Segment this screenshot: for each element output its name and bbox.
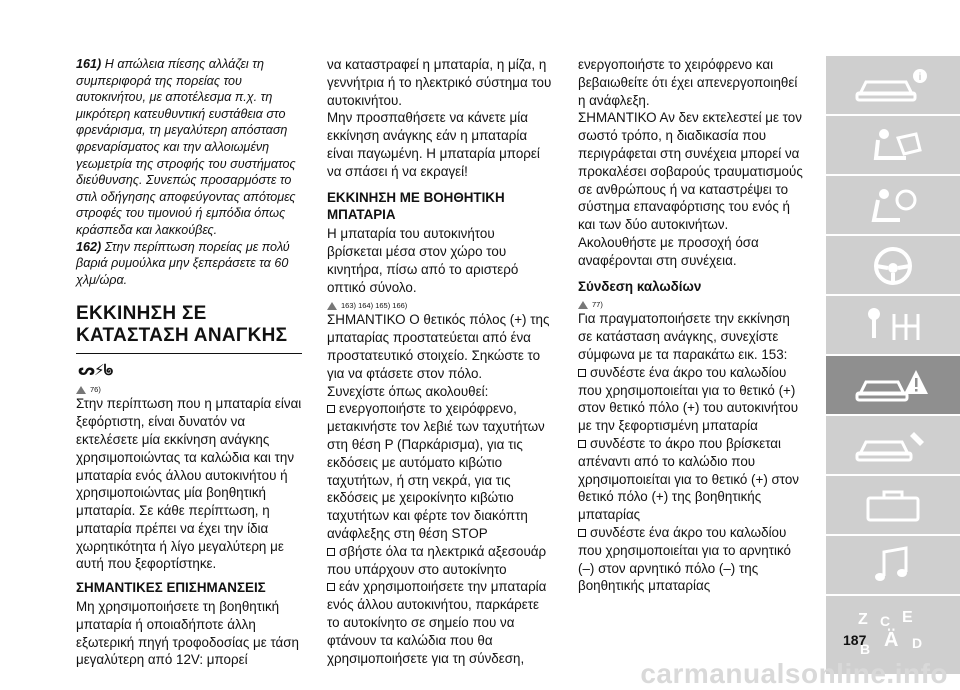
note-162-text: Στην περίπτωση πορείας με πολύ βαριά ρυμούλκα μην ξεπεράσετε τα 60 χλμ/ώρα. — [76, 239, 290, 287]
note-162-ref: 162) — [76, 239, 102, 254]
car-emergency-icon — [854, 366, 932, 406]
column-1 — [76, 56, 302, 669]
list-item — [327, 578, 553, 667]
airbag-icon — [854, 186, 932, 226]
bullet-square-icon — [578, 529, 586, 537]
list-item-text: εάν χρησιμοποιήσετε την μπαταρία ενός άλλου αυτοκινήτου, παρκάρετε το αυτοκίνητο σε σημείο που να φτάνουν τα καλώδια που θα χρησιμοποιήσετε για τη σύνδεση, — [327, 579, 547, 666]
warning-triangle-icon — [578, 301, 588, 309]
svg-text:C: C — [880, 613, 891, 629]
section-title: ΕΚΚΙΝΗΣΗ ΣΕ ΚΑΤΑΣΤΑΣΗ ΑΝΑΓΚΗΣ — [76, 303, 302, 354]
tab-multimedia[interactable] — [826, 536, 960, 596]
svg-text:D: D — [912, 635, 923, 651]
list-item-text: σβήστε όλα τα ηλεκτρικά αξεσουάρ που υπάρχουν στο αυτοκίνητο — [327, 543, 547, 577]
tab-car-info[interactable] — [826, 56, 960, 116]
watermark: carmanualsonline.info — [640, 658, 948, 689]
tab-seat[interactable] — [826, 116, 960, 176]
paragraph: Συνεχίστε όπως ακολουθεί: — [327, 383, 489, 399]
bullet-square-icon — [578, 440, 586, 448]
svg-text:i: i — [918, 72, 922, 83]
svg-text:B: B — [860, 641, 871, 657]
warning-ref — [76, 385, 302, 395]
paragraph: Για πραγματοποιήσετε την εκκίνηση σε κατάσταση ανάγκης, συνεχίστε σύμφωνα με τα παρακάτω εικ. 153: — [578, 311, 790, 362]
list-item-text: ενεργοποιήστε το χειρόφρενο, μετακινήστε τον λεβιέ των ταχυτήτων στη θέση P (Παρκάρισμα), για τις εκδόσεις με αυτόματο κιβώτιο ταχυτήτων, ή στη νεκρά, για τις εκδόσεις με χειροκίνητο κιβώτιο ταχυτήτων και φέρτε τον διακόπτη ανάφλεξης στη θέση STOP — [327, 401, 545, 541]
list-item-text: συνδέστε ένα άκρο του καλωδίου που χρησιμοποιείται για το αρνητικό (–) στον αρνητικό πόλο (–) της βοηθητικής μπαταρίας — [578, 524, 791, 594]
bullet-square-icon — [327, 405, 335, 413]
note-161-text: Η απώλεια πίεσης αλλάζει τη συμπεριφορά της πορείας του αυτοκινήτου, με αποτέλεσμα π.χ. τη μικρότερη κατευθυντική ευστάθεια στο φρενάρισμα, τη μεγαλύτερη απόσταση φρεναρίσματος και την αλλοιωμένη γεωμετρία της στροφής του συστήματος διεύθυνσης. Συνεπώς προσαρμόστε το στιλ οδήγησης αποφεύγοντας απότομες στροφές του τιμονιού ή εμπόδια όπως κράσπεδα και λακκούβες. — [76, 57, 296, 237]
warning-ref — [578, 300, 804, 310]
seat-icon — [854, 126, 932, 166]
paragraph: Μη χρησιμοποιήσετε τη βοηθητική μπαταρία ή οποιαδήποτε άλλη εξωτερική πηγή τροφοδοσίας με τάση μεγαλύτερη από 12V: μπορεί — [76, 599, 299, 668]
tab-airbag[interactable] — [826, 176, 960, 236]
bullet-square-icon — [578, 369, 586, 377]
svg-text:Ä: Ä — [884, 629, 899, 651]
steering-wheel-icon — [854, 246, 932, 286]
list-item-text: συνδέστε το άκρο που βρίσκεται απέναντι από το καλώδιο που χρησιμοποιείται για το θετικό (+) στον θετικό πόλο (+) της βοηθητικής μπαταρίας — [578, 435, 800, 523]
warning-triangle-icon — [327, 302, 337, 310]
bullet-square-icon — [327, 583, 335, 591]
paragraph: να καταστραφεί η μπαταρία, η μίζα, η γεννήτρια ή το ηλεκτρικό σύστημα του αυτοκινήτου. — [327, 57, 552, 108]
svg-text:Z: Z — [858, 611, 868, 628]
bullet-square-icon — [327, 548, 335, 556]
tab-emergency[interactable] — [826, 356, 960, 416]
heading-aux-battery: ΕΚΚΙΝΗΣΗ ΜΕ ΒΟΗΘΗΤΙΚΗ ΜΠΑΤΑΡΙΑ — [327, 189, 505, 223]
paragraph: Η μπαταρία του αυτοκινήτου βρίσκεται μέσα στον χώρο του κινητήρα, πίσω από το αριστερό οπτικό σύνολο. — [327, 226, 519, 295]
ref-text: 77) — [592, 300, 603, 310]
svg-text:E: E — [902, 609, 913, 626]
column-2 — [327, 56, 553, 667]
music-note-icon — [854, 546, 932, 586]
heading-important-notes: ΣΗΜΑΝΤΙΚΕΣ ΕΠΙΣΗΜΑΝΣΕΙΣ — [76, 580, 266, 596]
refs-text: 163) 164) 165) 166) — [341, 301, 408, 311]
paragraph: ΣΗΜΑΝΤΙΚΟ Ο θετικός πόλος (+) της μπαταρίας προστατεύεται από ένα προστατευτικό στοιχείο. Σηκώστε το για να φτάσετε στον πόλο. — [327, 312, 550, 381]
list-item — [578, 364, 804, 435]
list-item — [327, 400, 553, 542]
list-item — [578, 435, 804, 524]
car-info-icon — [854, 66, 932, 106]
wrench-car-icon — [854, 426, 932, 466]
warning-refs — [327, 301, 553, 311]
paragraph: Μην προσπαθήσετε να κάνετε μία εκκίνηση ανάγκης εάν η μπαταρία είναι παγωμένη. Η μπαταρία μπορεί να σπάσει ή να εκραγεί! — [327, 110, 540, 179]
paragraph: ΣΗΜΑΝΤΙΚΟ Αν δεν εκτελεστεί με τον σωστό τρόπο, η διαδικασία που περιγράφεται στη συνέχεια μπορεί να προκαλέσει σοβαρούς τραυματισμούς σε ανθρώπους ή να καταστρέψει το σύστημα επαναφόρτισης του ενός ή και των δύο αυτοκινήτων. Ακολουθήστε με προσοχή όσα αναφέρονται στη συνέχεια. — [578, 110, 803, 268]
list-item — [578, 524, 804, 595]
tab-technical-data[interactable] — [826, 476, 960, 536]
tab-steering-wheel[interactable] — [826, 236, 960, 296]
tab-maintenance[interactable] — [826, 416, 960, 476]
battery-jump-icon: ᔕ⚡ᖚ — [78, 362, 113, 380]
paragraph: ενεργοποιήστε το χειρόφρενο και βεβαιωθείτε ότι έχει απενεργοποιηθεί η ανάφλεξη. — [578, 57, 798, 108]
list-item-text: συνδέστε ένα άκρο του καλωδίου που χρησιμοποιείται για το θετικό (+) στον θετικό πόλο (+) του αυτοκινήτου με την ξεφορτισμένη μπαταρία — [578, 364, 799, 434]
column-3 — [578, 56, 804, 595]
page-number: 187 — [843, 632, 867, 648]
warning-triangle-icon — [76, 386, 86, 394]
paragraph: Στην περίπτωση που η μπαταρία είναι ξεφόρτιστη, είναι δυνατόν να εκτελέσετε μία εκκίνηση ανάγκης χρησιμοποιώντας τα καλώδια και την μπαταρία ενός άλλου αυτοκινήτου ή χρησιμοποιώντας μία βοηθητική μπαταρία. Σε κάθε περίπτωση, η μπαταρία πρέπει να έχει την ίδια χωρητικότητα ή λίγο μεγαλύτερη με αυτή που ξεφορτίστηκε. — [76, 396, 302, 572]
note-161-ref: 161) — [76, 57, 102, 71]
gear-lever-icon — [854, 306, 932, 346]
tab-gear-lever[interactable] — [826, 296, 960, 356]
ref-text: 76) — [90, 385, 101, 395]
heading-cable-connection: Σύνδεση καλωδίων — [578, 278, 702, 294]
toolbox-icon — [854, 486, 932, 526]
note-161 — [76, 56, 302, 239]
list-item — [327, 543, 553, 579]
note-162 — [76, 239, 302, 289]
